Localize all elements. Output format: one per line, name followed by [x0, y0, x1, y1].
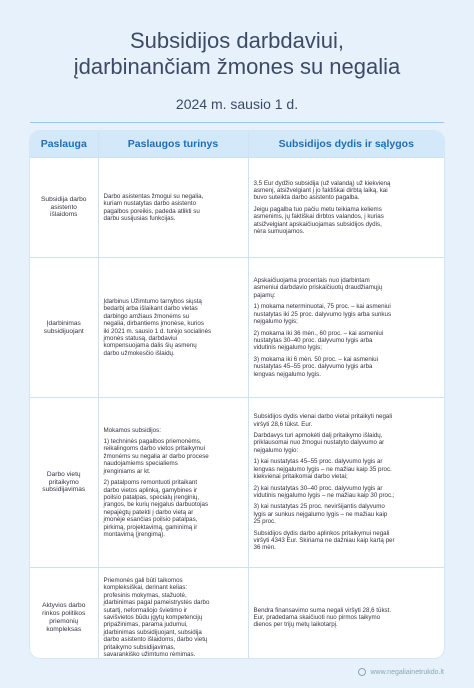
- content-line: sutartį, neformaliojo švietimo ir: [103, 606, 188, 614]
- service-cell: [30, 568, 98, 659]
- condition-paragraph: [254, 356, 440, 378]
- content-line: savarankiško užimtumo rėmimas.: [103, 651, 196, 658]
- content-intro: [104, 427, 243, 434]
- content-line: kuriam nustatytas darbo asistento: [103, 200, 197, 208]
- page-title: [0, 28, 474, 80]
- content-line: įdarbinimas pagal pameistrystės darbo: [103, 599, 210, 607]
- condition-line: 3) kai nustatytas 25 proc. neviršijantis dalyvumo: [253, 503, 385, 511]
- condition-paragraph: [254, 503, 440, 525]
- content-line: Darbo asistentas žmogui su negalia,: [103, 192, 204, 200]
- condition-line: viršyti 4343 Eur. Skiriama ne dažniau kaip kartą per: [253, 536, 395, 544]
- subsidies-table-card: [30, 131, 444, 658]
- conditions-cell: [248, 258, 444, 398]
- content-line: pripažinimas, parama judumui,: [103, 621, 188, 629]
- condition-line: buvo suteikta darbo asistento pagalba.: [253, 194, 360, 202]
- condition-line: Jeigu pagalba tuo pačiu metu teikiama keliems: [253, 205, 382, 213]
- condition-paragraph: [254, 277, 440, 299]
- condition-line: lygis ar sunkus neįgalumo lygis – ne mažiau kaip: [253, 510, 388, 518]
- condition-line: lengvas neįgalumo lygis.: [253, 370, 321, 378]
- content-line: montavimą (įrengimą).: [103, 530, 166, 538]
- condition-paragraph: [254, 432, 440, 454]
- table-row: [30, 568, 444, 659]
- condition-line: vidutinis neįgalumo lygis;: [253, 344, 322, 352]
- service-line: kompleksas: [46, 625, 82, 633]
- content-cell: [98, 568, 248, 659]
- condition-line: kiekvienai pritaikomai darbo vietai;: [253, 473, 348, 481]
- content-line: nepajėgtų patekti į darbo vietą ar: [103, 508, 194, 516]
- content-line: bedarbį arba išlaikant darbo vietas: [103, 305, 198, 313]
- condition-paragraph: [254, 485, 440, 500]
- content-line: įrenginiams ar kt.: [103, 467, 151, 475]
- content-line: Įdarbinus Užimtumo tarnybos siųstą: [103, 297, 202, 305]
- condition-line: neįgalumo lygio:: [253, 446, 299, 454]
- condition-line: Subsidijos dydis darbo aplinkos pritaikymui negali: [253, 529, 390, 537]
- condition-paragraph: [254, 530, 440, 552]
- condition-line: priklausomai nuo žmogui nustatyto dalyvumo ar: [253, 439, 385, 447]
- condition-line: pajamų:: [253, 291, 276, 299]
- service-line: subsidijuojant: [43, 327, 84, 335]
- condition-paragraph: [254, 458, 440, 480]
- condition-line: 3) mokama iki 6 mėn. 50 proc. – kai asmeniui: [253, 355, 378, 363]
- content-cell: [98, 398, 248, 568]
- condition-line: asmenims, jų faktiškai dirbtos valandos, į kurias: [253, 213, 384, 221]
- condition-paragraph: [254, 180, 440, 202]
- content-line: Mokamos subsidijos:: [103, 426, 161, 434]
- condition-line: Apskaičiuojama procentais nuo įdarbintam: [253, 277, 370, 285]
- content-line: darbo užmokesčio išlaidų.: [103, 349, 175, 357]
- content-line: poilsio patalpas, specialų įrenginių,: [103, 493, 200, 501]
- content-line: darbo asistento išlaidoms, darbo vietų: [103, 636, 208, 644]
- condition-line: 1) kai nustatytas 45–55 proc. dalyvumo lygis ar: [253, 458, 383, 466]
- content-line: įdarbinimas subsidijuojant, subsidija: [103, 628, 202, 636]
- footer-url[interactable]: www.negaliainetrukdo.lt: [370, 668, 444, 676]
- content-line: profesinis mokymas, stažuotė,: [103, 591, 187, 599]
- content-line: darbingo amžiaus žmonėms su: [103, 312, 190, 320]
- content-paragraph: [104, 479, 243, 538]
- condition-line: lengvas neįgalumo lygis – ne mažiau kaip 35 proc.: [253, 465, 392, 473]
- service-line: rinkos politikos: [42, 609, 86, 617]
- table-row: [30, 158, 444, 258]
- header-service: Paslauga: [30, 131, 98, 158]
- service-line: išlaidoms: [50, 211, 78, 219]
- condition-line: Subsidijos dydis vienai darbo vietai pritaikyti negali: [253, 413, 393, 421]
- subsidies-table: [30, 131, 444, 658]
- condition-line: asmenį, atsižvelgiant į jo faktiškai dirbtą laiką, kai: [253, 186, 388, 194]
- conditions-cell: [248, 398, 444, 568]
- content-line: savišvietos būdu įgytų kompetencijų: [103, 614, 203, 622]
- divider: [30, 122, 444, 123]
- content-line: reikalingoms darbo vietos pritaikymui: [103, 445, 205, 453]
- content-line: įmonės statusą, darbdaviui: [103, 334, 178, 342]
- service-cell: [30, 158, 98, 258]
- header-conditions: Subsidijos dydis ir sąlygos: [248, 131, 444, 158]
- conditions-cell: [248, 158, 444, 258]
- content-paragraph: [104, 438, 243, 475]
- content-line: pirkimą, projektavimą, gaminimą ir: [103, 523, 198, 531]
- title-line-1: Subsidijos darbdaviui,: [129, 28, 345, 53]
- service-cell: [30, 398, 98, 568]
- condition-line: nėra sumuojamos.: [253, 228, 305, 236]
- condition-paragraph: [254, 303, 440, 325]
- condition-paragraph: [254, 330, 440, 352]
- condition-line: Eur, pradedama skaičiuoti nuo pirmos taikymo: [253, 614, 381, 622]
- content-line: naudojamiems specialiems: [103, 460, 178, 468]
- condition-line: neįgalumo lygis;: [253, 318, 298, 326]
- service-line: priemonių: [49, 617, 79, 625]
- condition-line: Darbdavys turi apmokėti dalį pritaikymo išlaidų,: [253, 432, 383, 440]
- content-line: įrangos, be kurių neįgalus darbuotojas: [103, 501, 209, 509]
- service-line: pritaikymo: [48, 478, 79, 486]
- content-line: pagalbos poreikis, padeda atlikti su: [103, 207, 200, 215]
- service-line: asistento: [50, 203, 77, 211]
- condition-line: 2) kai nustatytas 30–40 proc. dalyvumo lygis ar: [253, 484, 383, 492]
- content-line: negalia, dirbantiems įmonėse, kurios: [103, 320, 204, 328]
- condition-line: nustatytas 30–40 proc. dalyvumo lygis arba: [253, 336, 373, 344]
- content-line: 2) patalpoms remontuoti pritaikant: [103, 479, 198, 487]
- condition-line: 25 proc.: [253, 518, 276, 526]
- condition-line: vidutinis neįgalumo lygis – ne mažiau kaip 30 proc.;: [253, 491, 395, 499]
- content-line: kompleksiškai, derinant kelias:: [103, 584, 188, 592]
- content-cell: [98, 158, 248, 258]
- condition-line: viršyti 28,6 tūkst. Eur.: [253, 420, 313, 428]
- service-line: Aktyvios darbo: [42, 602, 86, 610]
- service-line: Įdarbinimas: [46, 319, 81, 327]
- service-line: Subsidija darbo: [41, 195, 87, 203]
- condition-paragraph: [254, 607, 440, 629]
- conditions-cell: [248, 568, 444, 659]
- footer: [358, 668, 444, 676]
- condition-line: 1) mokama neterminuotai, 75 proc. – kai asmeniui: [253, 303, 391, 311]
- title-line-2: įdarbinančiam žmones su negalia: [73, 54, 401, 79]
- globe-icon: [358, 668, 366, 676]
- table-row: [30, 398, 444, 568]
- content-line: darbo vietos aplinką, gamybines ir: [103, 486, 198, 494]
- condition-line: nustatytas 45–55 proc. dalyvumo lygis arba: [253, 363, 373, 371]
- content-line: iki 2021 m. sausio 1 d. turėjo socialinės: [103, 327, 212, 335]
- content-line: Priemonės gali būti taikomos: [103, 577, 183, 585]
- condition-line: nustatytas iki 25 proc. dalyvumo lygis arba sunkus: [253, 310, 392, 318]
- table-header-row: [30, 131, 444, 158]
- content-line: pritaikymo subsidijavimas,: [103, 643, 176, 651]
- content-line: kompensuojama dalis šių asmenų: [103, 342, 197, 350]
- document-date: 2024 m. sausio 1 d.: [175, 96, 299, 112]
- condition-line: 36 mėn.: [253, 544, 276, 552]
- content-line: 1) techninės pagalbos priemonėms,: [103, 438, 202, 446]
- condition-line: dienos per trijų metų laikotarpį.: [253, 621, 338, 629]
- content-line: įmonėje esančias poilsio patalpas,: [103, 516, 198, 524]
- condition-line: Bendra finansavimo suma negali viršyti 28,6 tūkst.: [253, 606, 392, 614]
- content-line: darbu susijusias funkcijas.: [103, 214, 176, 222]
- content-line: žmonėms su negalia ar darbo procese: [103, 452, 209, 460]
- header-content: Paslaugos turinys: [98, 131, 248, 158]
- condition-paragraph: [254, 206, 440, 236]
- condition-line: 3,5 Eur dydžio subsidija (už valandą) už kiekvieną: [253, 179, 391, 187]
- condition-line: atsižvelgiant apskaičiuojamas subsidijos dydis,: [253, 220, 382, 228]
- condition-line: 2) mokama iki 36 mėn., 60 proc. – kai asmeniui: [253, 329, 384, 337]
- content-cell: [98, 258, 248, 398]
- service-line: Darbo vietų: [46, 470, 81, 478]
- condition-line: asmeniui darbdavio priskaičiuotų draudžiamųjų: [253, 284, 383, 292]
- table-row: [30, 258, 444, 398]
- service-cell: [30, 258, 98, 398]
- condition-paragraph: [254, 413, 440, 428]
- service-line: subsidijavimas: [42, 486, 86, 494]
